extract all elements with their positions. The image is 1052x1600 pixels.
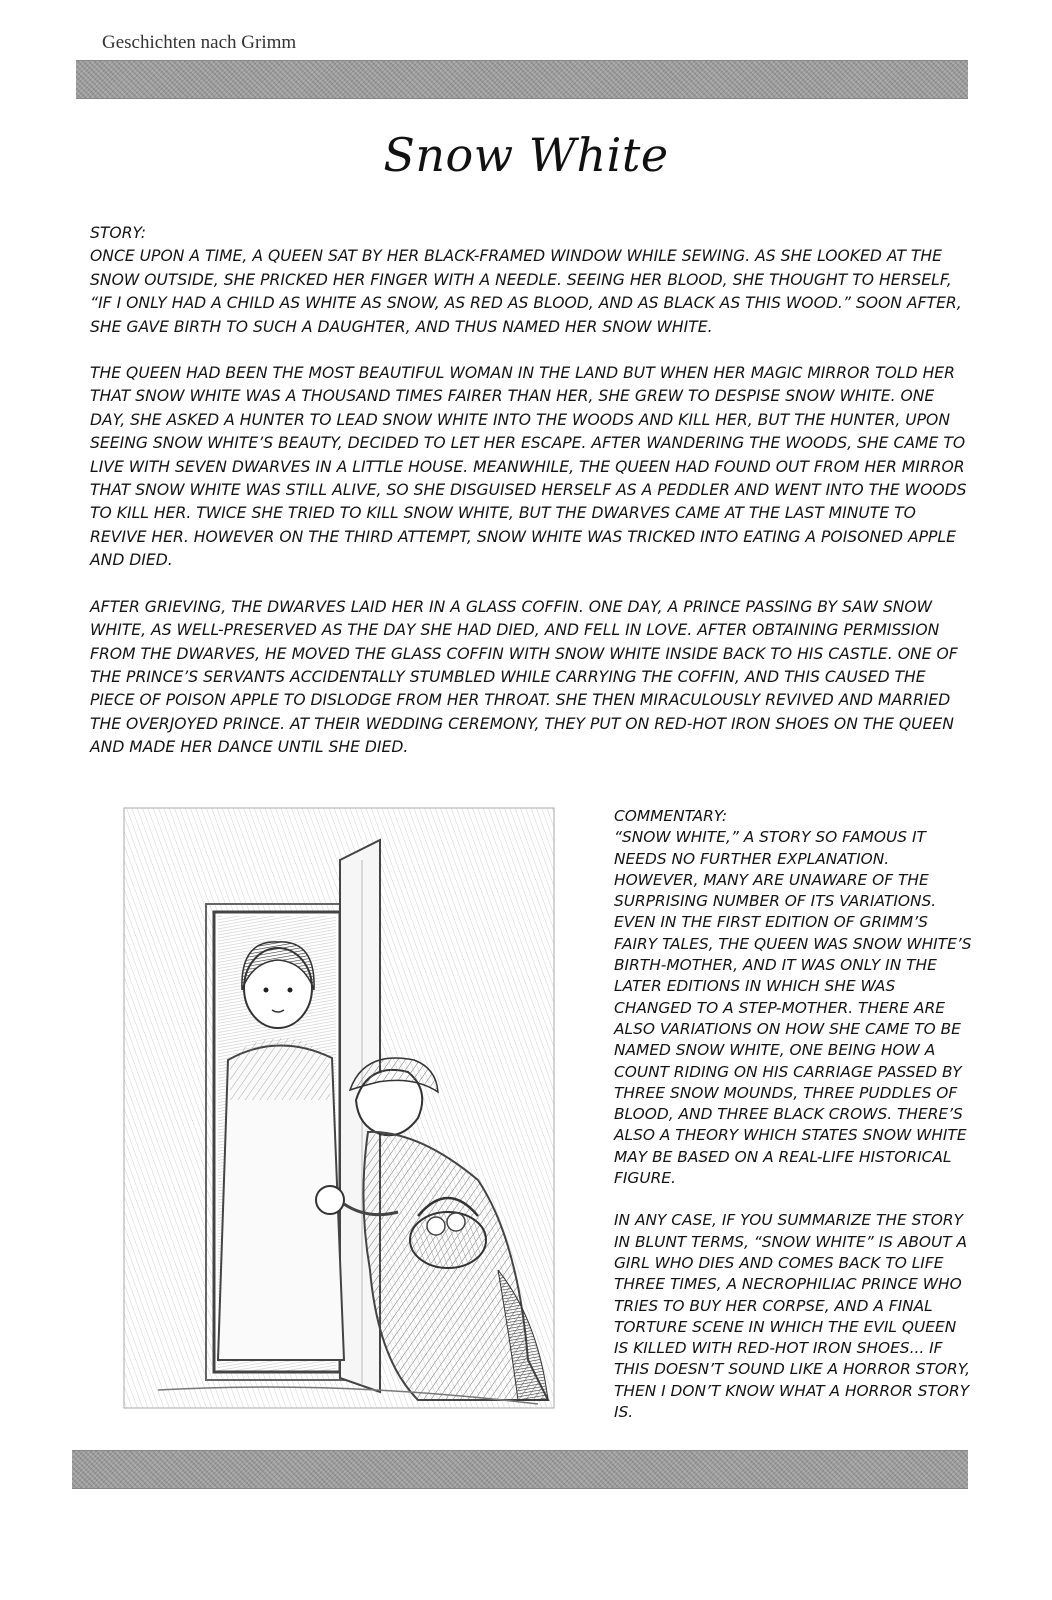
commentary-section bbox=[614, 806, 974, 1444]
story-paragraph-1: ONCE UPON A TIME, A QUEEN SAT BY HER BLACK-FRAMED WINDOW WHILE SEWING. AS SHE LOOKED AT THE SNOW OUTSIDE, SHE PRICKED HER FINGER WITH A NEEDLE. SEEING HER BLOOD, SHE THOUGHT TO HERSELF, “IF I ONLY HAD A CHILD AS WHITE AS SNOW, AS RED AS BLOOD, AND AS BLACK AS THIS WOOD.” SOON AFTER, SHE GAVE BIRTH TO SUCH A DAUGHTER, AND THUS NAMED HER SNOW WHITE. bbox=[90, 247, 962, 336]
illustration bbox=[118, 800, 562, 1440]
commentary-label: COMMENTARY: bbox=[614, 807, 728, 825]
commentary-paragraph-2: IN ANY CASE, IF YOU SUMMARIZE THE STORY IN BLUNT TERMS, “SNOW WHITE” IS ABOUT A GIRL WHO DIES AND COMES BACK TO LIFE THREE TIMES, A NECROPHILIAC PRINCE WHO TRIES TO BUY HER CORPSE, AND A FINAL TORTURE SCENE IN WHICH THE EVIL QUEEN IS KILLED WITH RED-HOT IRON SHOES... IF THIS DOESN’T SOUND LIKE A HORROR STORY, THEN I DON’T KNOW WHAT A HORROR STORY IS. bbox=[614, 1211, 971, 1422]
story-paragraph-2: THE QUEEN HAD BEEN THE MOST BEAUTIFUL WOMAN IN THE LAND BUT WHEN HER MAGIC MIRROR TOLD HER THAT SNOW WHITE WAS A THOUSAND TIMES FAIRER THAN HER, SHE GREW TO DESPISE SNOW WHITE. ONE DAY, SHE ASKED A HUNTER TO LEAD SNOW WHITE INTO THE WOODS AND KILL HER, BUT THE HUNTER, UPON SEEING SNOW WHITE’S BEAUTY, DECIDED TO LET HER ESCAPE. AFTER WANDERING THE WOODS, SHE CAME TO LIVE WITH SEVEN DWARVES IN A LITTLE HOUSE. MEANWHILE, THE QUEEN HAD FOUND OUT FROM HER MIRROR THAT SNOW WHITE WAS STILL ALIVE, SO SHE DISGUISED HERSELF AS A PEDDLER AND WENT INTO THE WOODS TO KILL HER. TWICE SHE TRIED TO KILL SNOW WHITE, BUT THE DWARVES CAME AT THE LAST MINUTE TO REVIVE HER. HOWEVER ON THE THIRD ATTEMPT, SNOW WHITE WAS TRICKED INTO EATING A POISONED APPLE AND DIED. bbox=[90, 364, 967, 570]
page-title: Snow White bbox=[383, 128, 669, 182]
story-paragraph-3: AFTER GRIEVING, THE DWARVES LAID HER IN A GLASS COFFIN. ONE DAY, A PRINCE PASSING BY SAW SNOW WHITE, AS WELL-PRESERVED AS THE DAY SHE HAD DIED, AND FELL IN LOVE. AFTER OBTAINING PERMISSION FROM THE DWARVES, HE MOVED THE GLASS COFFIN WITH SNOW WHITE INSIDE BACK TO HIS CASTLE. ONE OF THE PRINCE’S SERVANTS ACCIDENTALLY STUMBLED WHILE CARRYING THE COFFIN, AND THIS CAUSED THE PIECE OF POISON APPLE TO DISLODGE FROM HER THROAT. SHE THEN MIRACULOUSLY REVIVED AND MARRIED THE OVERJOYED PRINCE. AT THEIR WEDDING CEREMONY, THEY PUT ON RED-HOT IRON SHOES ON THE QUEEN AND MADE HER DANCE UNTIL SHE DIED. bbox=[90, 597, 958, 757]
running-head: Geschichten nach Grimm bbox=[102, 32, 297, 53]
header-band bbox=[76, 60, 968, 99]
story-section bbox=[90, 222, 970, 783]
footer-band bbox=[72, 1450, 968, 1489]
story-label: STORY: bbox=[90, 224, 146, 242]
sketch-illustration-icon bbox=[118, 800, 562, 1440]
commentary-paragraph-1: “SNOW WHITE,” A STORY SO FAMOUS IT NEEDS NO FURTHER EXPLANATION. HOWEVER, MANY ARE UNAWARE OF THE SURPRISING NUMBER OF ITS VARIATIONS. EVEN IN THE FIRST EDITION OF GRIMM’S FAIRY TALES, THE QUEEN WAS SNOW WHITE’S BIRTH-MOTHER, AND IT WAS ONLY IN THE LATER EDITIONS IN WHICH SHE WAS CHANGED TO A STEP-MOTHER. THERE ARE ALSO VARIATIONS ON HOW SHE CAME TO BE NAMED SNOW WHITE, ONE BEING HOW A COUNT RIDING ON HIS CARRIAGE PASSED BY THREE SNOW MOUNDS, THREE PUDDLES OF BLOOD, AND THREE BLACK CROWS. THERE’S ALSO A THEORY WHICH STATES SNOW WHITE MAY BE BASED ON A REAL-LIFE HISTORICAL FIGURE. bbox=[614, 828, 972, 1188]
